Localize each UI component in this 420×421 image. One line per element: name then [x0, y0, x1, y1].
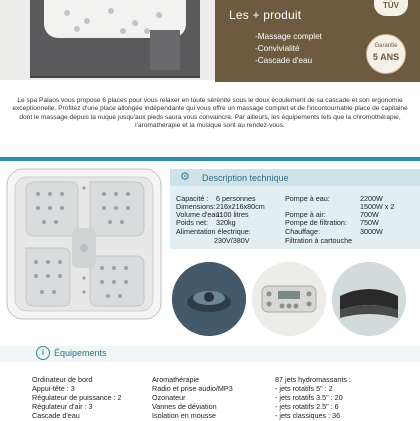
product-description: Le spa Palaos vous propose 6 places pour vous relaxer en toute sérénité sous le doux écoulement de sa cascade et son ergonomie exceptionnelle. Profitez d'une place allongée indépendante qui vous offre un massage complet et de l'incontournable place de capitaine dont le massage depuis la nuque jusqu'aux pieds saura vous convaincre. Par ailleurs, les équipements tels que la chromothérapie, l'aromathérapie et la musique sont au rendez-vous.	[12, 97, 408, 130]
equipment-item: Régulateur d'air : 3	[32, 402, 93, 411]
spec-value: 6 personnes	[216, 194, 256, 203]
gear-icon: ⚙	[180, 171, 190, 183]
equipment-item: - jets rotatifs 5" : 2	[275, 384, 333, 393]
spec-label: Capacité :	[176, 194, 209, 203]
headrest-photo	[332, 262, 406, 336]
spec-value: 1100 litres	[216, 210, 249, 219]
spec-value: 230V/380V	[214, 236, 250, 245]
spec-value: 216x216x80cm	[216, 202, 265, 211]
spec-label: Pompe de filtration:	[285, 218, 347, 227]
top-spa-photo	[0, 0, 215, 80]
spec-value: 700W	[360, 210, 379, 219]
spec-value: 750W	[360, 218, 379, 227]
spec-label: Volume d'eau:	[176, 210, 222, 219]
highlights-title: Les + produit	[229, 8, 302, 22]
control-panel-photo	[252, 262, 326, 336]
spec-label: Pompe à air:	[285, 210, 326, 219]
spec-label: Dimensions:	[176, 202, 216, 211]
equipment-title: Équipements	[54, 348, 107, 358]
warranty-seal: Garantie 5 ANS	[366, 34, 406, 74]
tuv-badge: TÜV	[374, 0, 408, 16]
highlight-item: -Convivialité	[255, 44, 300, 53]
equipment-item: Ozonateur	[152, 393, 186, 402]
spa-top-view-image	[6, 168, 162, 320]
highlight-item: -Massage complet	[255, 32, 322, 41]
spec-label: Alimentation électrique:	[176, 227, 251, 236]
spec-value: 320kg	[216, 218, 236, 227]
equipment-item: Aromathérapie	[152, 375, 200, 384]
spec-label: Pompe à eau:	[285, 194, 330, 203]
spec-label: Chauffage:	[285, 227, 321, 236]
equipment-item: Radio et prise audio/MP3	[152, 384, 233, 393]
info-icon: i	[36, 346, 50, 360]
technical-title: Description technique	[202, 173, 289, 183]
spec-label: Poids net:	[176, 218, 208, 227]
equipment-item: Régulateur de puissance : 2	[32, 393, 122, 402]
equipment-item: - jets rotatifs 3.5" : 20	[275, 393, 343, 402]
equipment-item: - jets classiques : 36	[275, 411, 341, 420]
spec-label: Filtration à cartouche	[285, 236, 353, 245]
spec-value: 2200W	[360, 194, 383, 203]
equipment-item: Isolation en mousse	[152, 411, 216, 420]
equipment-item: - jets rotatifs 2.5" : 6	[275, 402, 339, 411]
equipment-item: Ordinateur de bord	[32, 375, 93, 384]
equipment-item: Cascade d'eau	[32, 411, 80, 420]
equipment-item: Appui-tête : 3	[32, 384, 75, 393]
equipment-item: Vannes de déviation	[152, 402, 217, 411]
highlight-item: -Cascade d'eau	[255, 56, 313, 65]
spec-value: 3000W	[360, 227, 383, 236]
equipment-item: 87 jets hydromassants :	[275, 375, 351, 384]
section-divider	[0, 157, 420, 161]
spec-value: 1500W x 2	[360, 202, 395, 211]
filter-cartridge-photo	[172, 262, 246, 336]
